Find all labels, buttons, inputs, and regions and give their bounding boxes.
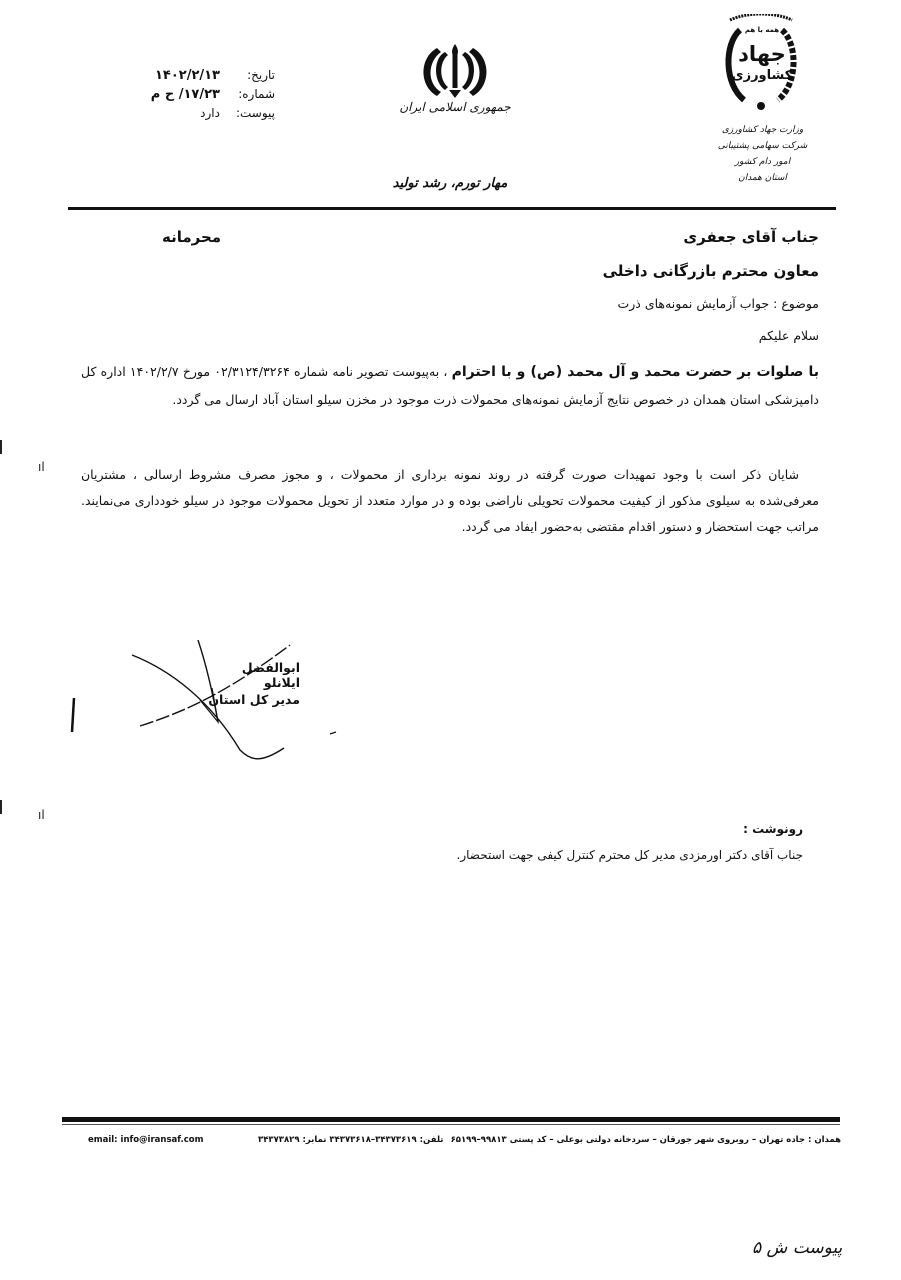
salutation-intro: با صلوات بر حضرت محمد و آل محمد (ص) و با احترام: [451, 364, 819, 380]
footer-divider-thin: [62, 1124, 840, 1125]
number-value: ۱۷/۲۳/ ح م: [150, 87, 220, 102]
iran-emblem-icon: [415, 40, 495, 100]
cc-label: رونوشت :: [743, 822, 803, 836]
org-line-ministry: وزارت جهاد کشاورزی: [721, 125, 804, 135]
meta-number: [135, 85, 275, 104]
org-line-company: شرکت سهامی پشتیبانی امور دام کشور: [717, 141, 808, 167]
meta-date: [135, 66, 275, 85]
cc-recipient: جناب آقای دکتر اورمزدی مدیر کل محترم کنترل کیفی جهت استحضار.: [456, 848, 803, 862]
classification-label: محرمانه: [162, 228, 222, 246]
number-label: شماره:: [238, 87, 275, 101]
date-value: ۱۴۰۲/۲/۱۳: [154, 68, 220, 83]
logo-title: جهاد: [738, 42, 786, 66]
addressee-title: معاون محترم بازرگانی داخلی: [602, 262, 819, 280]
emblem-caption: جمهوری اسلامی ایران: [399, 100, 511, 114]
logo-subtitle: کشاورزی: [731, 68, 793, 83]
margin-mark: ıl: [38, 460, 45, 474]
letter-subject: موضوع : جواب آزمایش نمونه‌های ذرت: [617, 296, 819, 311]
org-line-province: استان همدان: [738, 173, 787, 183]
year-slogan: مهار تورم، رشد تولید: [392, 176, 508, 191]
body-paragraph-1: [81, 358, 819, 414]
attachment-label: پیوست:: [235, 106, 275, 120]
edge-mark: [0, 800, 2, 814]
attachment-value: دارد: [200, 106, 220, 120]
footer-phone: تلفن: ۳۴۳۷۳۶۱۹–۳۴۳۷۳۶۱۸ نمابر: ۳۴۳۷۳۸۲۹: [258, 1135, 444, 1145]
organization-lines: [715, 122, 810, 186]
signatory-name: ابوالفضل ایلانلو: [241, 660, 300, 690]
meta-attachment: [135, 104, 275, 123]
letter-meta: [135, 66, 275, 123]
header-divider: [68, 207, 836, 210]
footer-divider: [62, 1117, 840, 1122]
footer-address: همدان : جاده تهران – روبروی شهر جورقان – سردخانه دولتی بوعلی – کد پستی ۹۹۸۱۳–۶۵۱۹۹: [450, 1135, 841, 1145]
date-label: تاریخ:: [247, 68, 275, 82]
handwritten-attachment-note: پیوست ش ۵: [752, 1238, 843, 1258]
margin-mark: ıl: [38, 808, 45, 822]
footer-email: email: info@iransaf.com: [88, 1135, 204, 1145]
logo-top-line: همه با هم: [744, 26, 780, 34]
addressee-name: جناب آقای جعفری: [683, 228, 819, 246]
greeting: سلام علیکم: [758, 328, 819, 343]
signatory-title: مدیر کل استان: [208, 692, 300, 707]
edge-mark: [0, 440, 2, 454]
paragraph-1-text: ، به‌پیوست تصویر نامه شماره ۰۲/۳۱۲۴/۳۲۶۴ مورخ ۱۴۰۲/۲/۷ اداره کل دامپزشکی استان همدان در خصوص نتایج آزمایش نمونه‌های محمولات ذرت موجود در مخزن سیلو استان آباد ارسال می گردد.: [81, 364, 819, 407]
body-paragraph-2: شایان ذکر است با وجود تمهیدات صورت گرفته در روند نمونه برداری از محمولات ، و مجوز مصرف مشروط ارسالی ، مشتریان معرفی‌شده به سیلوی مذکور از کیفیت محمولات تحویلی ناراضی بوده و در موارد متعدد از تحویل محمولات موجود در سیلو خودداری می‌نمایند. مراتب جهت استحضار و دستور اقدام مقتضی به‌حضور ایفاد می گردد.: [81, 467, 819, 534]
